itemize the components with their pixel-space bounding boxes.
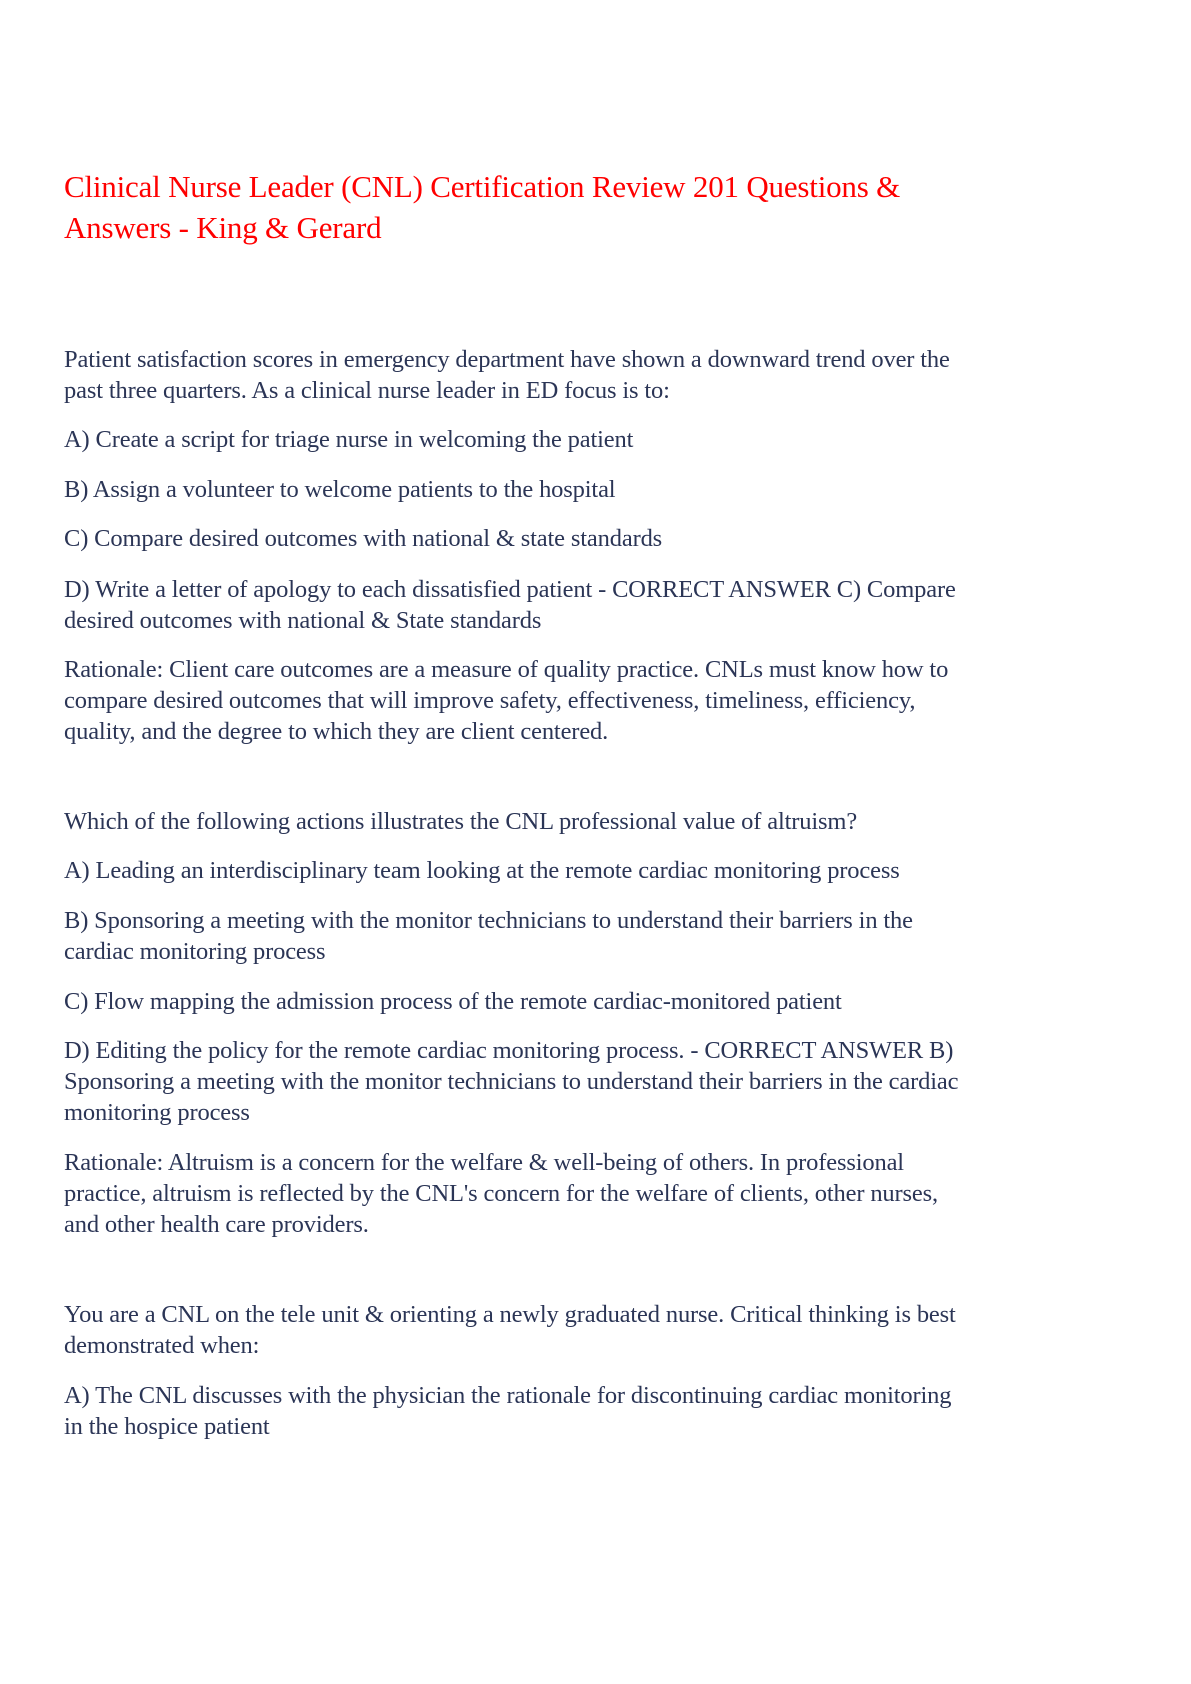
option-text: in the hospice patient [64, 1413, 270, 1440]
document-title [64, 166, 1124, 248]
question-text: Patient satisfaction scores in emergency department have shown a downward trend over the [64, 346, 950, 373]
title-line: Answers - King & Gerard [64, 210, 382, 245]
rationale-text: Rationale: Client care outcomes are a measure of quality practice. CNLs must know how to [64, 656, 949, 683]
option-text: B) Assign a volunteer to welcome patients to the hospital [64, 476, 616, 503]
title-line: Clinical Nurse Leader (CNL) Certification Review 201 Questions & [64, 169, 901, 204]
question-2-rationale [64, 1147, 1134, 1240]
question-1-rationale [64, 654, 1134, 747]
rationale-text: and other health care providers. [64, 1211, 369, 1238]
option-text: C) Flow mapping the admission process of the remote cardiac-monitored patient [64, 988, 842, 1015]
option-text: Sponsoring a meeting with the monitor technicians to understand their barriers in the cardiac [64, 1068, 959, 1095]
question-text: past three quarters. As a clinical nurse leader in ED focus is to: [64, 377, 670, 404]
option-text: A) Create a script for triage nurse in welcoming the patient [64, 426, 634, 453]
question-1-option-c [64, 523, 1134, 554]
question-2-stem [64, 806, 1134, 837]
question-3-option-a [64, 1380, 1134, 1442]
option-text: A) The CNL discusses with the physician the rationale for discontinuing cardiac monitoring [64, 1382, 952, 1409]
question-1-option-a [64, 424, 1134, 455]
question-text: Which of the following actions illustrates the CNL professional value of altruism? [64, 808, 858, 835]
question-2-option-c [64, 986, 1134, 1017]
option-text: A) Leading an interdisciplinary team looking at the remote cardiac monitoring process [64, 857, 900, 884]
question-2-option-d-answer [64, 1035, 1134, 1128]
question-text: demonstrated when: [64, 1332, 260, 1359]
option-text: cardiac monitoring process [64, 938, 326, 965]
rationale-text: compare desired outcomes that will improve safety, effectiveness, timeliness, efficiency, [64, 687, 916, 714]
question-2-option-a [64, 855, 1134, 886]
question-text: You are a CNL on the tele unit & orienting a newly graduated nurse. Critical thinking is best [64, 1301, 956, 1328]
option-text: monitoring process [64, 1099, 250, 1126]
rationale-text: practice, altruism is reflected by the CNL's concern for the welfare of clients, other nurses, [64, 1180, 939, 1207]
question-1-option-d-answer [64, 574, 1134, 636]
option-text: C) Compare desired outcomes with national & state standards [64, 525, 663, 552]
option-text: D) Editing the policy for the remote cardiac monitoring process. - CORRECT ANSWER B) [64, 1037, 954, 1064]
question-3-stem [64, 1299, 1134, 1361]
option-text: D) Write a letter of apology to each dissatisfied patient - CORRECT ANSWER C) Compare [64, 576, 956, 603]
option-text: desired outcomes with national & State standards [64, 607, 542, 634]
question-1-option-b [64, 474, 1134, 505]
question-1-stem [64, 344, 1134, 406]
rationale-text: Rationale: Altruism is a concern for the welfare & well-being of others. In professional [64, 1149, 904, 1176]
rationale-text: quality, and the degree to which they are client centered. [64, 718, 609, 745]
option-text: B) Sponsoring a meeting with the monitor technicians to understand their barriers in the [64, 907, 913, 934]
question-2-option-b [64, 905, 1134, 967]
